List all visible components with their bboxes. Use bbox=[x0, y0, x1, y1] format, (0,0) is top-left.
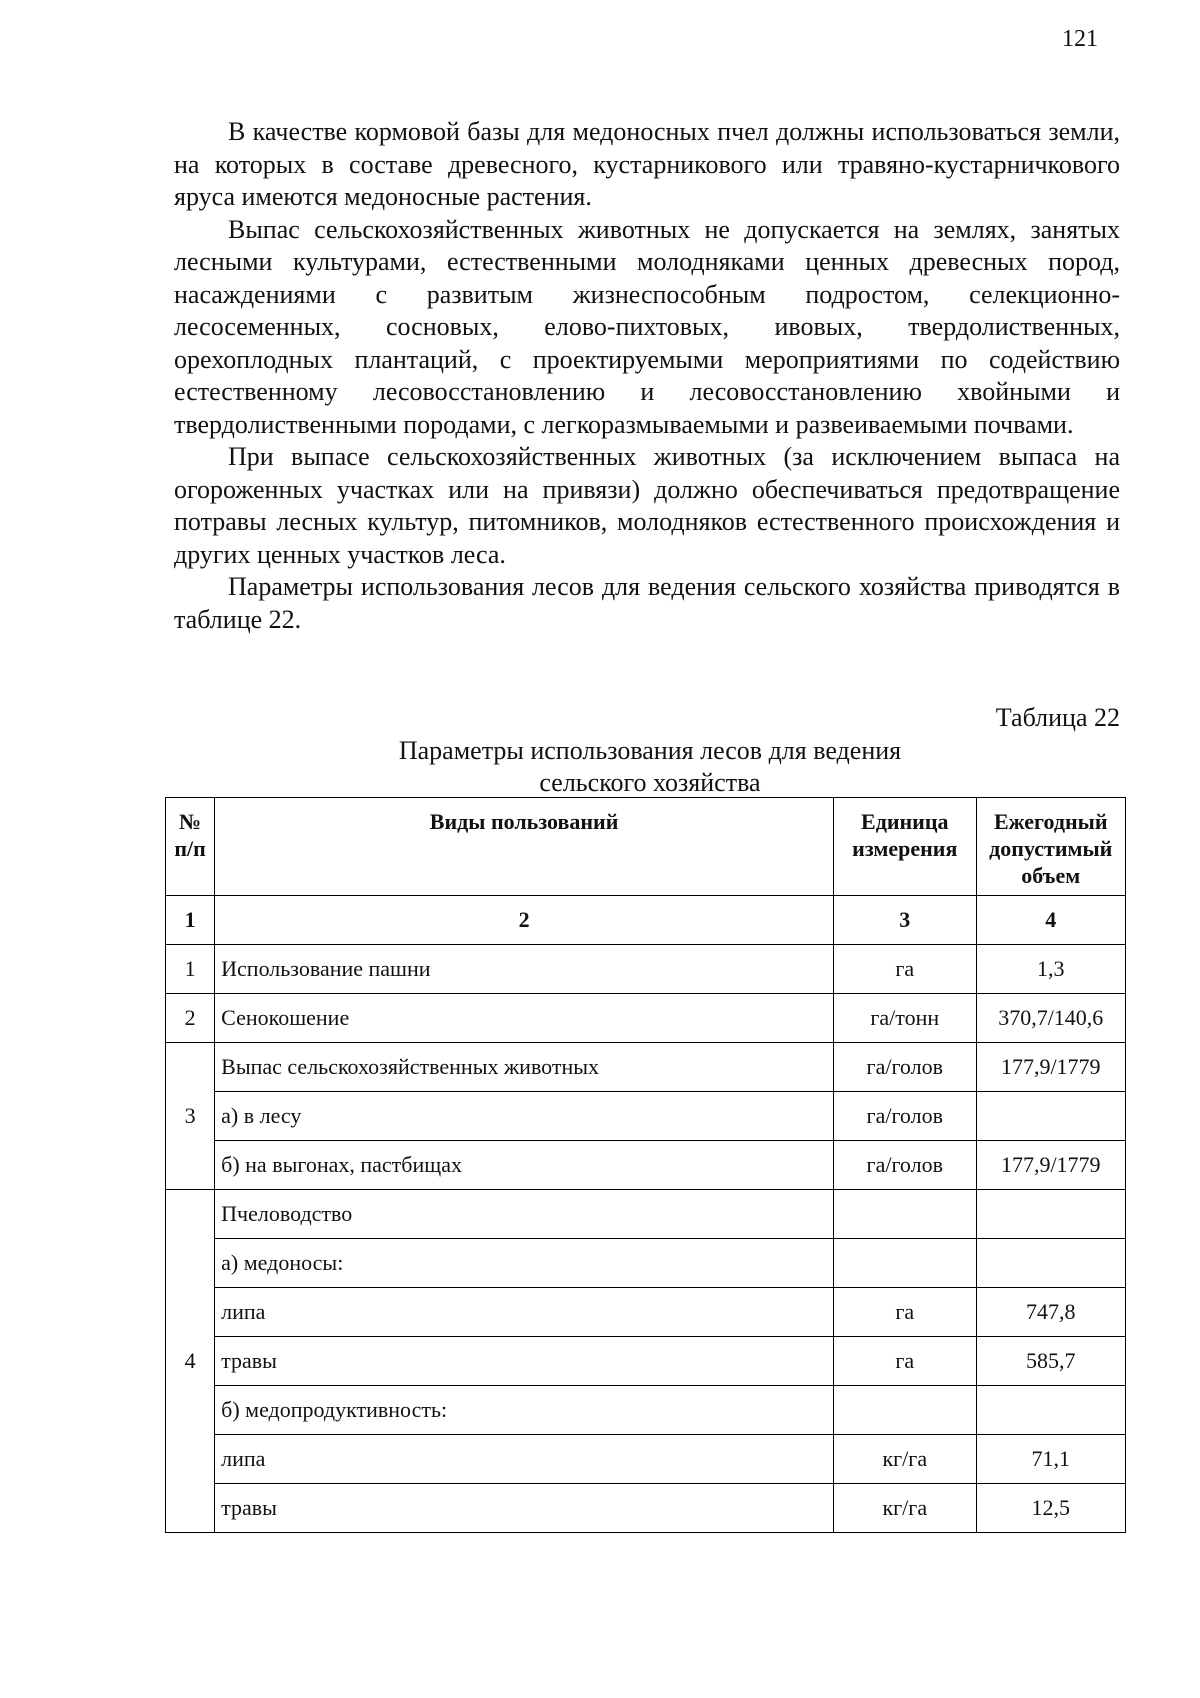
unit-cell: кг/га bbox=[834, 1435, 976, 1484]
row-number: 4 bbox=[166, 1190, 215, 1533]
column-number: 3 bbox=[834, 896, 976, 945]
usage-name: б) на выгонах, пастбищах bbox=[215, 1141, 834, 1190]
unit-cell bbox=[834, 1386, 976, 1435]
paragraph: При выпасе сельскохозяйственных животных (за исключением выпаса на огороженных участках или на привязи) должно обеспечиваться предотвращение потравы лесных культур, питомников, молодняков естественного происхождения и других ценных участков леса. bbox=[174, 442, 1120, 569]
volume-cell: 585,7 bbox=[976, 1337, 1126, 1386]
column-number-row bbox=[166, 896, 1126, 945]
paragraph: Выпас сельскохозяйственных животных не допускается на землях, занятых лесными культурами, естественными молодняками ценных древесных пород, насаждениями с развитым жизнеспособным подростом, селекционно-лесосеменных, сосновых, елово-пихтовых, ивовых, твердолиственных, орехоплодных плантаций, с проектируемыми мероприятиями по содействию естественному лесовосстановлению и лесовосстановлению хвойными и твердолиственными породами, с легкоразмываемыми и развеиваемыми почвами. bbox=[174, 214, 1120, 439]
table-label: Таблица 22 bbox=[995, 703, 1120, 732]
table-row bbox=[166, 1092, 1126, 1141]
table-row bbox=[166, 1190, 1126, 1239]
table-caption-line: Параметры использования лесов для ведения bbox=[398, 736, 902, 765]
volume-cell: 12,5 bbox=[976, 1484, 1126, 1533]
page-number: 121 bbox=[1062, 26, 1098, 52]
volume-cell: 370,7/140,6 bbox=[976, 994, 1126, 1043]
usage-name: а) в лесу bbox=[215, 1092, 834, 1141]
table-row bbox=[166, 1484, 1126, 1533]
table-row bbox=[166, 1288, 1126, 1337]
volume-cell bbox=[976, 1386, 1126, 1435]
table-body bbox=[166, 945, 1126, 1533]
column-number: 4 bbox=[976, 896, 1126, 945]
table-header-row bbox=[166, 798, 1126, 896]
table-row bbox=[166, 945, 1126, 994]
volume-cell bbox=[976, 1092, 1126, 1141]
header-unit: Единица измерения bbox=[834, 798, 976, 896]
header-number: № п/п bbox=[166, 798, 215, 896]
row-number: 1 bbox=[166, 945, 215, 994]
usage-name: травы bbox=[215, 1484, 834, 1533]
unit-cell: га bbox=[834, 1337, 976, 1386]
unit-cell bbox=[834, 1190, 976, 1239]
unit-cell: га/тонн bbox=[834, 994, 976, 1043]
volume-cell: 177,9/1779 bbox=[976, 1043, 1126, 1092]
row-number: 2 bbox=[166, 994, 215, 1043]
usage-name: Использование пашни bbox=[215, 945, 834, 994]
parameters-table bbox=[165, 797, 1126, 1533]
paragraph: В качестве кормовой базы для медоносных пчел должны использоваться земли, на которых в составе древесного, кустарникового или травяно-кустарничкового яруса имеются медоносные растения. bbox=[174, 117, 1120, 211]
table-row bbox=[166, 1337, 1126, 1386]
usage-name: б) медопродуктивность: bbox=[215, 1386, 834, 1435]
row-number: 3 bbox=[166, 1043, 215, 1190]
usage-name: травы bbox=[215, 1337, 834, 1386]
volume-cell: 177,9/1779 bbox=[976, 1141, 1126, 1190]
table-row bbox=[166, 1386, 1126, 1435]
table-row bbox=[166, 1435, 1126, 1484]
volume-cell: 1,3 bbox=[976, 945, 1126, 994]
usage-name: Выпас сельскохозяйственных животных bbox=[215, 1043, 834, 1092]
table-row bbox=[166, 994, 1126, 1043]
usage-name: липа bbox=[215, 1435, 834, 1484]
unit-cell: га/голов bbox=[834, 1092, 976, 1141]
unit-cell: га/голов bbox=[834, 1141, 976, 1190]
usage-name: липа bbox=[215, 1288, 834, 1337]
unit-cell: га/голов bbox=[834, 1043, 976, 1092]
volume-cell: 747,8 bbox=[976, 1288, 1126, 1337]
table-caption-line: сельского хозяйства bbox=[539, 768, 761, 797]
usage-name: Пчеловодство bbox=[215, 1190, 834, 1239]
header-usage-type: Виды пользований bbox=[215, 798, 834, 896]
volume-cell: 71,1 bbox=[976, 1435, 1126, 1484]
table-row bbox=[166, 1239, 1126, 1288]
body-text bbox=[174, 116, 1120, 636]
volume-cell bbox=[976, 1239, 1126, 1288]
table-row bbox=[166, 1141, 1126, 1190]
volume-cell bbox=[976, 1190, 1126, 1239]
usage-name: а) медоносы: bbox=[215, 1239, 834, 1288]
header-annual-volume: Ежегодный допустимый объем bbox=[976, 798, 1126, 896]
unit-cell: кг/га bbox=[834, 1484, 976, 1533]
column-number: 2 bbox=[215, 896, 834, 945]
unit-cell: га bbox=[834, 945, 976, 994]
table-row bbox=[166, 1043, 1126, 1092]
unit-cell bbox=[834, 1239, 976, 1288]
table-caption bbox=[250, 735, 1050, 799]
column-number: 1 bbox=[166, 896, 215, 945]
usage-name: Сенокошение bbox=[215, 994, 834, 1043]
unit-cell: га bbox=[834, 1288, 976, 1337]
paragraph: Параметры использования лесов для ведения сельского хозяйства приводятся в таблице 22. bbox=[174, 572, 1120, 634]
